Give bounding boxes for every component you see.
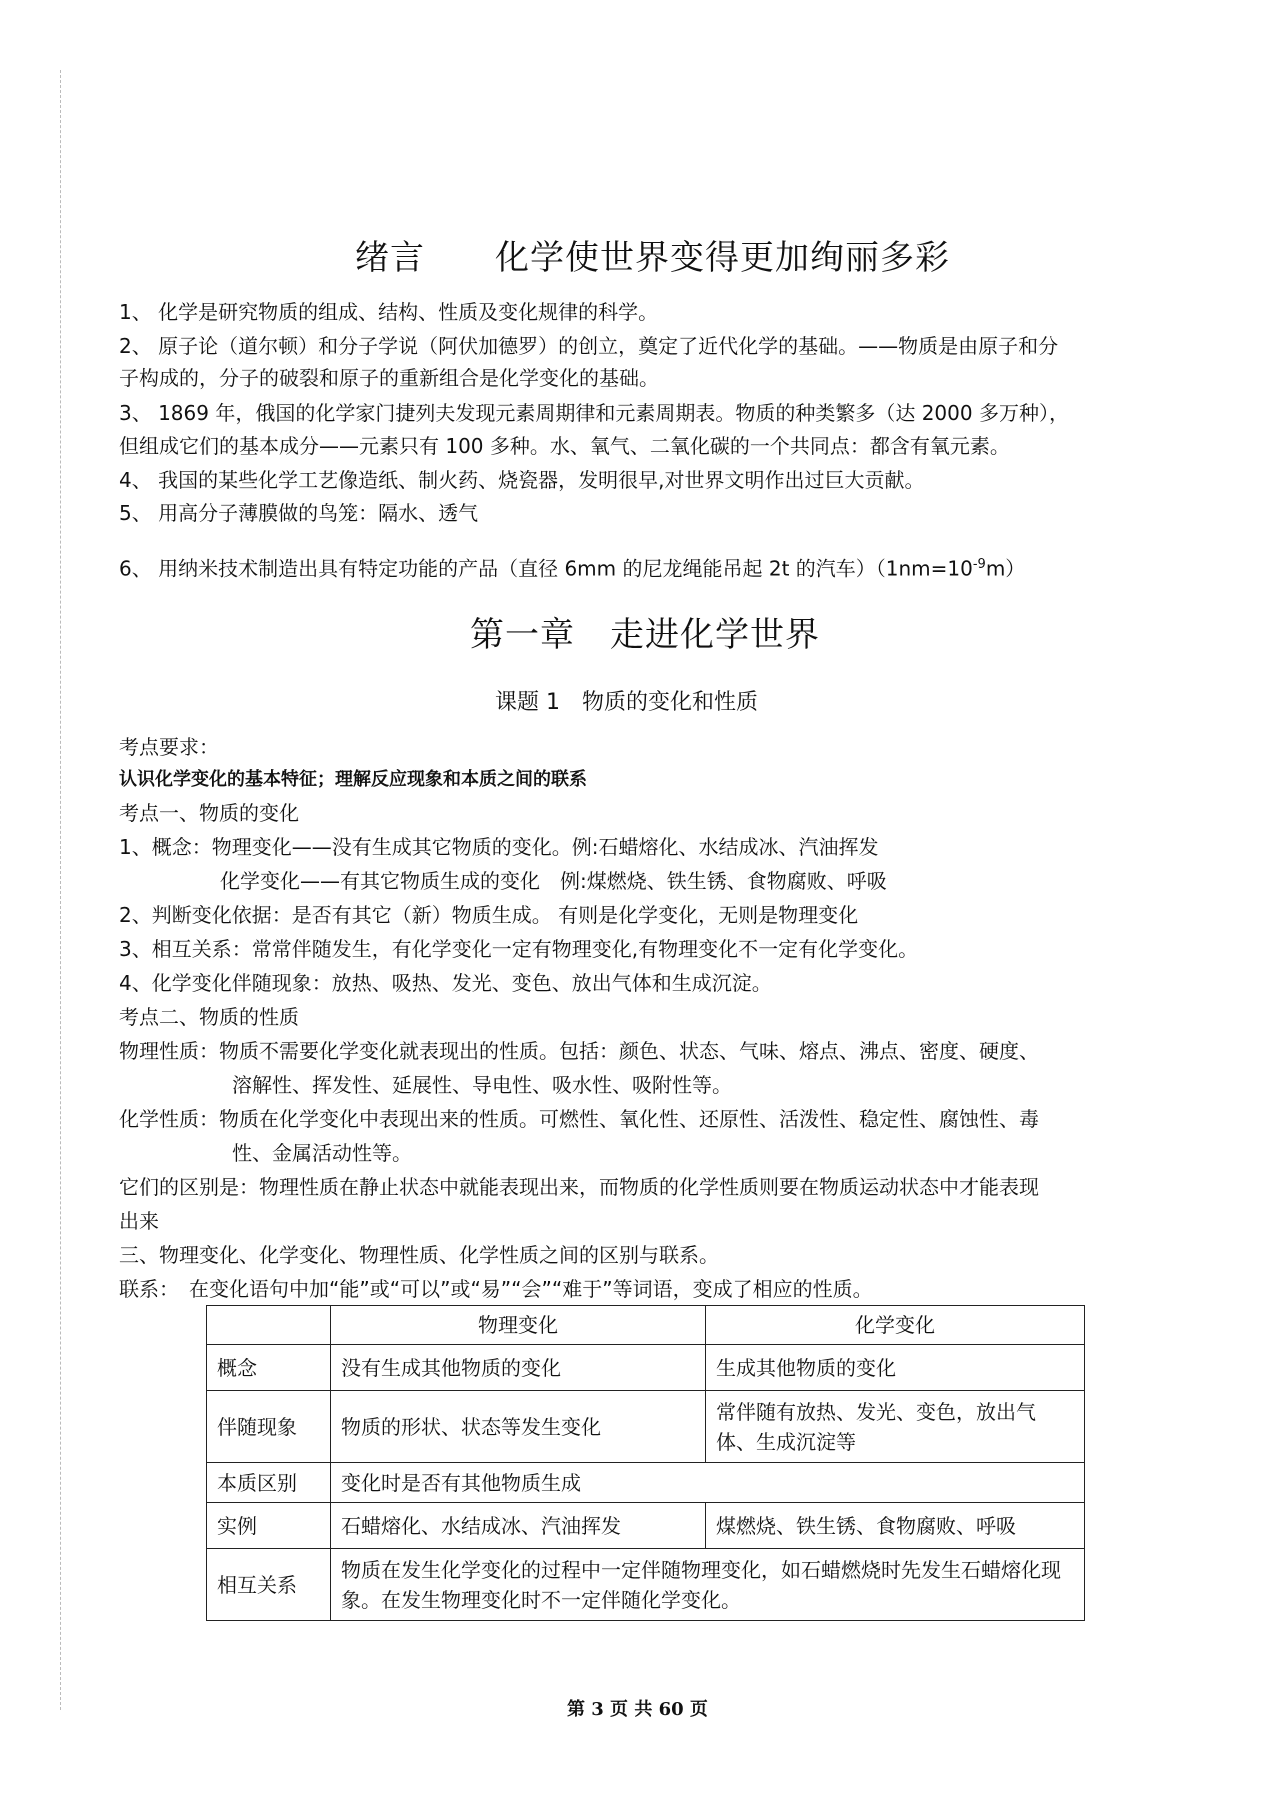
table-row [207,1345,1085,1391]
point1-heading: 考点一、物质的变化 [119,801,299,825]
merged-cell: 变化时是否有其他物质生成 [331,1463,1085,1503]
row-label: 伴随现象 [207,1391,331,1463]
table-header-chemical: 化学变化 [706,1306,1085,1345]
concept-line2: 化学变化——有其它物质生成的变化 例:煤燃烧、铁生锈、食物腐败、呼吸 [220,869,887,893]
chapter-title: 第一章 走进化学世界 [470,615,820,655]
table-header-row [207,1306,1085,1345]
phenomena-line: 4、化学变化伴随现象：放热、吸热、发光、变色、放出气体和生成沉淀。 [119,971,772,995]
chem-prop-line1: 化学性质：物质在化学变化中表现出来的性质。可燃性、氧化性、还原性、活泼性、稳定性、腐蚀性、毒 [119,1107,1039,1131]
intro-item-6-unit: m） [985,556,1026,581]
binding-margin-line [60,70,61,1710]
relation-line: 3、相互关系：常常伴随发生，有化学变化一定有物理变化,有物理变化不一定有化学变化。 [119,937,919,961]
judge-line: 2、判断变化依据：是否有其它（新）物质生成。 有则是化学变化，无则是物理变化 [119,903,859,927]
chem-prop-line2: 性、金属活动性等。 [232,1141,412,1165]
lesson-title: 课题 1 物质的变化和性质 [495,690,758,715]
chemical-cell: 煤燃烧、铁生锈、食物腐败、呼吸 [706,1503,1085,1549]
requirements-heading: 考点要求： [119,735,219,759]
physical-cell: 石蜡熔化、水结成冰、汽油挥发 [331,1503,706,1549]
intro-item-5: 5、 用高分子薄膜做的鸟笼：隔水、透气 [119,501,479,525]
row-label: 实例 [207,1503,331,1549]
intro-item-2-line1: 2、 原子论（道尔顿）和分子学说（阿伏加德罗）的创立，奠定了近代化学的基础。——物质是由原子和分 [119,334,1059,358]
row-label: 概念 [207,1345,331,1391]
table-row [207,1391,1085,1463]
table-row [207,1549,1085,1621]
merged-cell: 物质在发生化学变化的过程中一定伴随物理变化，如石蜡燃烧时先发生石蜡熔化现象。在发生物理变化时不一定伴随化学变化。 [331,1549,1085,1621]
phys-prop-line1: 物理性质：物质不需要化学变化就表现出的性质。包括：颜色、状态、气味、熔点、沸点、密度、硬度、 [119,1039,1039,1063]
requirements-text: 认识化学变化的基本特征；理解反应现象和本质之间的联系 [119,769,587,790]
intro-item-4: 4、 我国的某些化学工艺像造纸、制火药、烧瓷器，发明很早,对世界文明作出过巨大贡献。 [119,468,925,492]
intro-item-3-line2: 但组成它们的基本成分——元素只有 100 多种。水、氧气、二氧化碳的一个共同点：都含有氧元素。 [119,434,1010,458]
point2-heading: 考点二、物质的性质 [119,1005,299,1029]
intro-item-6-text: 6、 用纳米技术制造出具有特定功能的产品（直径 6mm 的尼龙绳能吊起 2t 的汽车）（1nm=10 [119,556,973,581]
chemical-cell: 生成其他物质的变化 [706,1345,1085,1391]
intro-item-6 [119,548,1025,586]
row-label: 本质区别 [207,1463,331,1503]
intro-title: 绪言 化学使世界变得更加绚丽多彩 [355,238,950,278]
section3-heading: 三、物理变化、化学变化、物理性质、化学性质之间的区别与联系。 [119,1243,719,1267]
intro-item-1: 1、 化学是研究物质的组成、结构、性质及变化规律的科学。 [119,300,659,324]
table-header-physical: 物理变化 [331,1306,706,1345]
table-header-blank [207,1306,331,1345]
concept-line1: 1、概念：物理变化——没有生成其它物质的变化。例:石蜡熔化、水结成冰、汽油挥发 [119,835,879,859]
difference-line1: 它们的区别是：物理性质在静止状态中就能表现出来，而物质的化学性质则要在物质运动状态中才能表现 [119,1175,1039,1199]
intro-item-6-exponent: -9 [972,557,986,572]
link-line: 联系： 在变化语句中加“能”或“可以”或“易”“会”“难于”等词语，变成了相应的性质。 [119,1277,873,1301]
difference-line2: 出来 [119,1209,159,1233]
table-row [207,1503,1085,1549]
row-label: 相互关系 [207,1549,331,1621]
comparison-table [206,1305,1085,1621]
intro-item-3-line1: 3、 1869 年，俄国的化学家门捷列夫发现元素周期律和元素周期表。物质的种类繁多（达 2000 多万种）， [119,401,1069,425]
table-row [207,1463,1085,1503]
physical-cell: 没有生成其他物质的变化 [331,1345,706,1391]
chemical-cell: 常伴随有放热、发光、变色，放出气体、生成沉淀等 [706,1391,1085,1463]
page-footer: 第 3 页 共 60 页 [567,1699,708,1720]
phys-prop-line2: 溶解性、挥发性、延展性、导电性、吸水性、吸附性等。 [232,1073,732,1097]
intro-item-2-line2: 子构成的，分子的破裂和原子的重新组合是化学变化的基础。 [119,366,659,390]
physical-cell: 物质的形状、状态等发生变化 [331,1391,706,1463]
